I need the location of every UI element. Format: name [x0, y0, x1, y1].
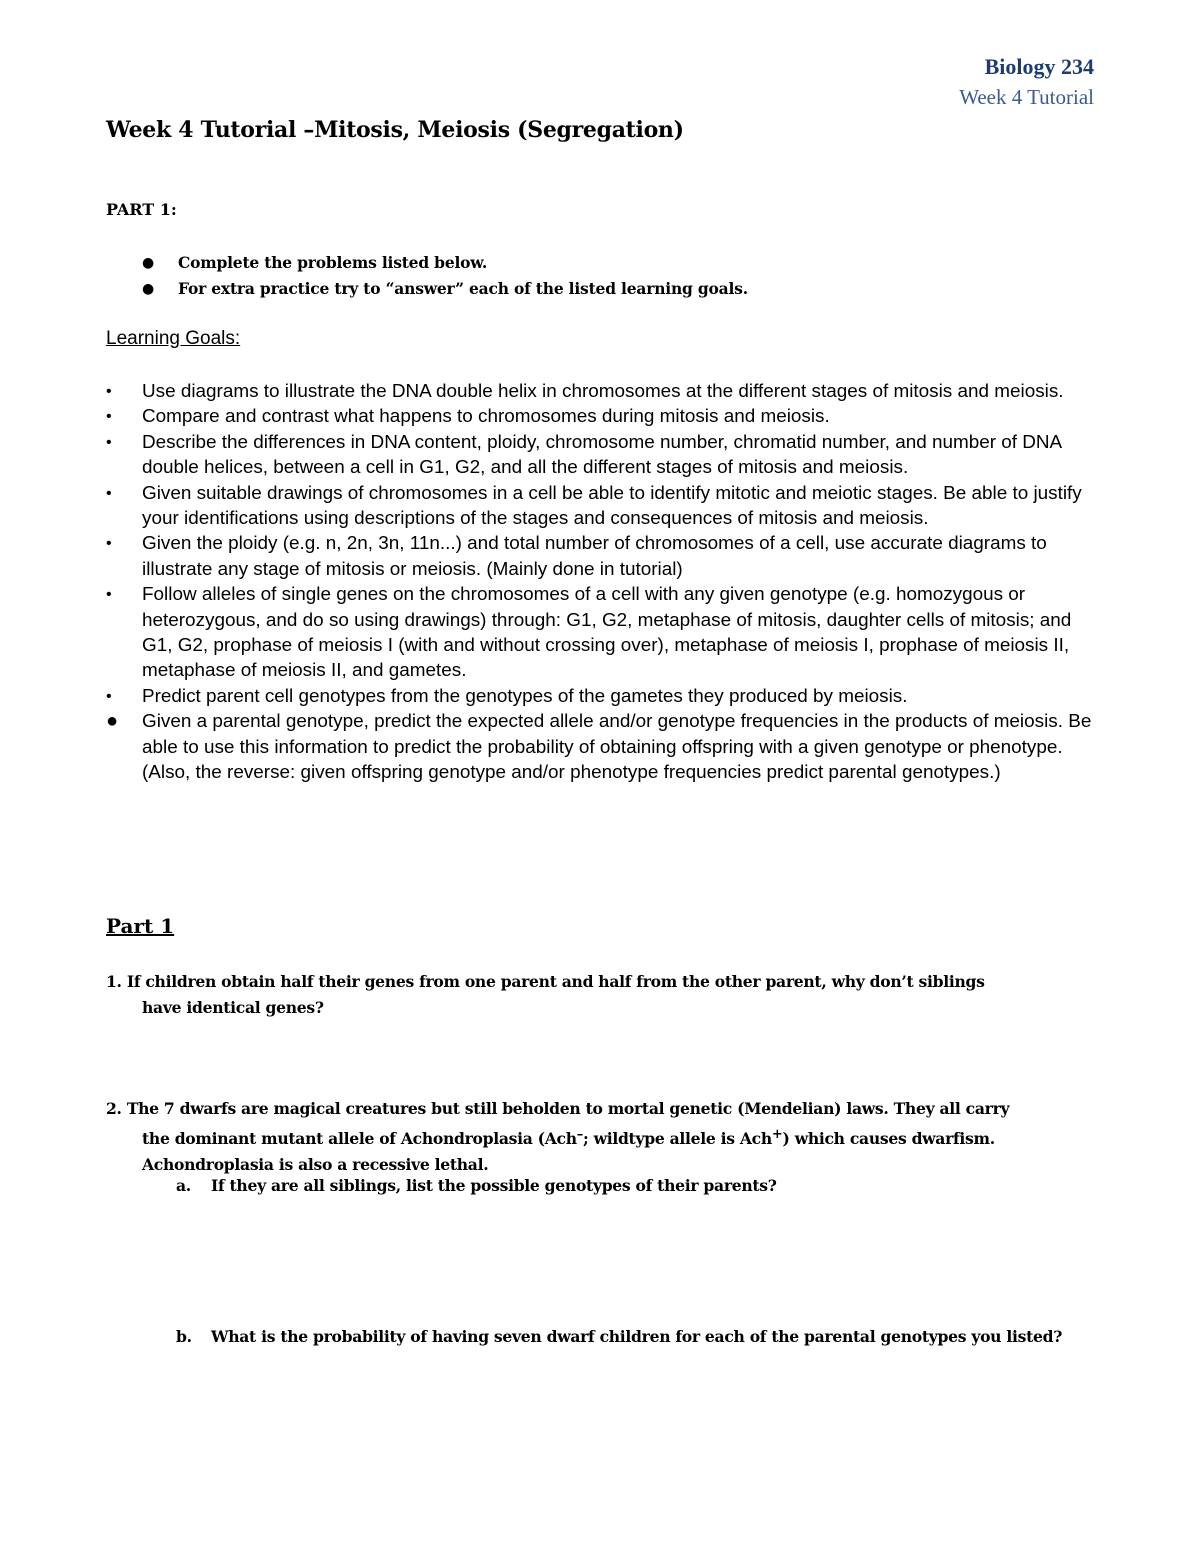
question-2: [106, 1096, 1096, 1178]
part1-title: Part 1: [106, 914, 175, 938]
question-2b: [176, 1324, 1086, 1350]
question-text: Achondroplasia is also a recessive lethal.: [142, 1155, 489, 1175]
list-item: [106, 684, 1096, 709]
goal-text: Describe the differences in DNA content, ploidy, chromosome number, chromatid number, and number of DNA double helices, between a cell in G1, G2, and all the different stages of mitosis and meiosis.: [142, 431, 1062, 479]
part1-heading: PART 1:: [106, 200, 177, 219]
document-title: Week 4 Tutorial –Mitosis, Meiosis (Segregation): [106, 117, 684, 143]
bullet-icon: ●: [142, 281, 155, 297]
instruction-text: Complete the problems listed below.: [178, 253, 488, 272]
bullet-icon: •: [106, 687, 112, 705]
question-text: [106, 1122, 1096, 1152]
bullet-icon: ●: [106, 710, 119, 733]
question-text: If children obtain half their genes from one parent and half from the other parent, why don’t siblings: [126, 972, 985, 991]
goal-text: Follow alleles of single genes on the chromosomes of a cell with any given genotype (e.g. homozygous or heterozygous, and do so using drawings) through: G1, G2, metaphase of mitosis, daughter cells of mitosis; and G1, G2, prophase of meiosis I (with and without crossing over), metaphase of meiosis I, prophase of meiosis II, metaphase of meiosis II, and gametes.: [142, 584, 1072, 682]
goal-text: Given the ploidy (e.g. n, 2n, 3n, 11n...) and total number of chromosomes of a cell, use accurate diagrams to illustrate any stage of mitosis or meiosis. (Mainly done in tutorial): [142, 533, 1047, 580]
question-1: [106, 969, 1096, 1021]
bullet-icon: •: [106, 383, 112, 400]
superscript-plus: +: [771, 1127, 783, 1142]
list-item: [140, 250, 748, 276]
list-item: [106, 404, 1096, 429]
goal-text: Given suitable drawings of chromosomes in a cell be able to identify mitotic and meiotic stages. Be able to justify your identifications using descriptions of the stages and consequences of mitosis and meiosis.: [142, 482, 1082, 530]
question-number: 1.: [106, 972, 122, 991]
learning-goals-title: Learning Goals:: [106, 328, 241, 349]
question-text: The 7 dwarfs are magical creatures but still beholden to mortal genetic (Mendelian) laws. They all carry: [126, 1099, 1010, 1118]
bullet-icon: •: [106, 484, 112, 502]
list-item: [106, 379, 1096, 404]
course-subheader: Week 4 Tutorial: [959, 85, 1094, 109]
instruction-text: For extra practice try to “answer” each of the listed learning goals.: [178, 279, 748, 298]
list-item: [140, 276, 748, 302]
goal-text: Compare and contrast what happens to chromosomes during mitosis and meiosis.: [142, 406, 830, 428]
learning-goals-list: [106, 379, 1096, 786]
instructions-list: [140, 250, 748, 302]
question-2a: [176, 1173, 1086, 1199]
goal-text: Predict parent cell genotypes from the genotypes of the gametes they produced by meiosis.: [142, 685, 908, 707]
question-number: 2.: [106, 1099, 122, 1118]
list-item: [106, 430, 1096, 481]
bullet-icon: •: [106, 586, 112, 604]
list-item: [106, 481, 1096, 532]
course-header: Biology 234: [984, 54, 1094, 79]
question-text: have identical genes?: [142, 998, 324, 1017]
subquestion-letter: a.: [176, 1176, 191, 1195]
question-text-part: ; wildtype allele is Ach: [583, 1129, 772, 1149]
bullet-icon: •: [106, 408, 112, 426]
subquestion-text: If they are all siblings, list the possible genotypes of their parents?: [211, 1176, 777, 1195]
bullet-icon: •: [106, 535, 112, 553]
list-item: [106, 709, 1096, 785]
list-item: [106, 531, 1096, 582]
list-item: [106, 582, 1096, 684]
subquestion-letter: b.: [176, 1327, 192, 1346]
bullet-icon: •: [106, 433, 112, 451]
goal-text: Use diagrams to illustrate the DNA double helix in chromosomes at the different stages of mitosis and meiosis.: [142, 381, 1064, 402]
goal-text: Given a parental genotype, predict the expected allele and/or genotype frequencies in the products of meiosis. Be able to use this information to predict the probability of obtaining offspring with a given genotype or phenotype. (Also, the reverse: given offspring genotype and/or phenotype frequencies predict parental genotypes.): [142, 711, 1092, 784]
question-text-part: the dominant mutant allele of Achondroplasia (Ach: [142, 1129, 577, 1149]
question-text-part: ) which causes dwarfism.: [782, 1129, 995, 1149]
superscript-minus: –: [576, 1127, 583, 1142]
bullet-icon: ●: [142, 255, 155, 271]
subquestion-text: What is the probability of having seven dwarf children for each of the parental genotypes you listed?: [211, 1327, 1063, 1346]
